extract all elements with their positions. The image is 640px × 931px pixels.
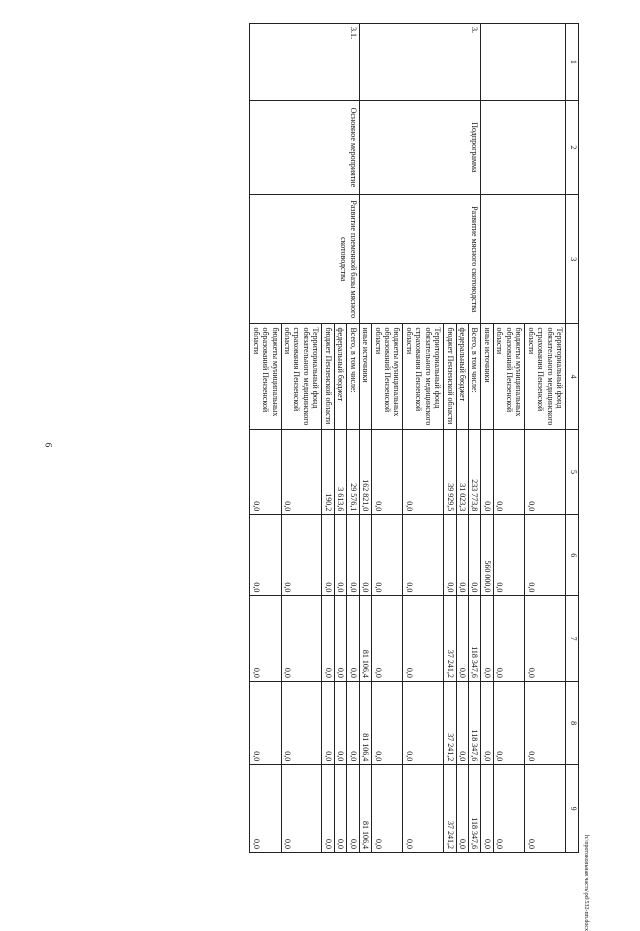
- budget-table: [249, 23, 579, 853]
- cell-value: 0,0: [493, 515, 524, 596]
- cell-source: иные источники: [359, 324, 371, 429]
- cell-value: 0,0: [481, 681, 493, 764]
- footer-file-path: [583, 835, 601, 931]
- header-row: [566, 24, 579, 853]
- cell-source: бюджет Пензенской области: [444, 324, 456, 429]
- cell-value: 0,0: [250, 429, 281, 515]
- cell-value: 0,0: [334, 681, 346, 764]
- cell-value: 0,0: [250, 681, 281, 764]
- cell-source: Территориальный фонд обязательного медицинского страхования Пензенской области: [525, 324, 566, 429]
- column-header: 1: [566, 24, 579, 101]
- cell-value: 0,0: [372, 429, 403, 515]
- cell-value: 0,0: [493, 596, 524, 682]
- cell-value: 190,2: [322, 429, 334, 515]
- cell-value: 0,0: [347, 515, 359, 596]
- cell-value: 37 241,2: [444, 681, 456, 764]
- cell-value: 0,0: [347, 765, 359, 853]
- cell-source: Всего, в том числе:: [469, 324, 481, 429]
- cell-source: федеральный бюджет: [456, 324, 468, 429]
- cell-value: 0,0: [481, 765, 493, 853]
- cell-value: 0,0: [456, 681, 468, 764]
- column-header: 9: [566, 765, 579, 853]
- cell-value: 0,0: [281, 429, 322, 515]
- table-container: [67, 23, 579, 853]
- cell-value: 0,0: [281, 681, 322, 764]
- cell-value: 0,0: [481, 429, 493, 515]
- cell-value: 0,0: [403, 515, 444, 596]
- cell-status: [481, 100, 566, 194]
- cell-value: 0,0: [493, 429, 524, 515]
- cell-value: 0,0: [456, 596, 468, 682]
- cell-value: 560 000,0: [481, 515, 493, 596]
- cell-value: 0,0: [403, 429, 444, 515]
- cell-value: 0,0: [372, 765, 403, 853]
- cell-value: 0,0: [322, 681, 334, 764]
- cell-source: бюджет Пензенской области: [322, 324, 334, 429]
- cell-value: 118 347,6: [469, 596, 481, 682]
- cell-source: Территориальный фонд обязательного медицинского страхования Пензенской области: [281, 324, 322, 429]
- cell-value: 0,0: [281, 515, 322, 596]
- cell-value: 81 106,4: [359, 596, 371, 682]
- cell-value: 0,0: [403, 681, 444, 764]
- cell-source: бюджеты муниципальных образований Пензенской области: [372, 324, 403, 429]
- cell-value: 0,0: [493, 765, 524, 853]
- cell-value: 0,0: [250, 515, 281, 596]
- cell-number: 3.: [359, 24, 481, 101]
- cell-value: 0,0: [525, 681, 566, 764]
- cell-value: 81 106,4: [359, 765, 371, 853]
- cell-value: 0,0: [403, 596, 444, 682]
- cell-value: 0,0: [525, 515, 566, 596]
- cell-value: 0,0: [444, 515, 456, 596]
- cell-value: 0,0: [359, 515, 371, 596]
- cell-value: 0,0: [347, 681, 359, 764]
- cell-value: 0,0: [372, 515, 403, 596]
- cell-value: 29 576,1: [347, 429, 359, 515]
- table-row: [469, 24, 481, 853]
- cell-value: 3 613,6: [334, 429, 346, 515]
- cell-value: 0,0: [250, 596, 281, 682]
- cell-value: 0,0: [281, 596, 322, 682]
- column-header: 3: [566, 195, 579, 324]
- cell-value: 118 347,6: [469, 765, 481, 853]
- cell-value: 0,0: [334, 765, 346, 853]
- cell-value: 37 241,2: [444, 596, 456, 682]
- cell-value: 0,0: [322, 765, 334, 853]
- cell-title: Развитие мясного скотоводства: [359, 195, 481, 324]
- cell-value: 0,0: [469, 515, 481, 596]
- column-header: 8: [566, 681, 579, 764]
- cell-value: 0,0: [525, 596, 566, 682]
- column-header: 6: [566, 515, 579, 596]
- cell-value: 0,0: [456, 515, 468, 596]
- cell-value: 233 773,8: [469, 429, 481, 515]
- cell-value: 162 821,0: [359, 429, 371, 515]
- cell-value: 81 106,4: [359, 681, 371, 764]
- cell-value: 0,0: [481, 596, 493, 682]
- cell-value: 0,0: [493, 681, 524, 764]
- cell-title: [481, 195, 566, 324]
- cell-source: Территориальный фонд обязательного медицинского страхования Пензенской области: [403, 324, 444, 429]
- column-header: 7: [566, 596, 579, 682]
- table-row: [347, 24, 359, 853]
- table-row: [525, 24, 566, 853]
- cell-source: бюджеты муниципальных образований Пензенской области: [250, 324, 281, 429]
- column-header: 2: [566, 100, 579, 194]
- cell-source: федеральный бюджет: [334, 324, 346, 429]
- cell-value: 0,0: [322, 515, 334, 596]
- cell-value: 0,0: [281, 765, 322, 853]
- cell-status: Подпрограмма: [359, 100, 481, 194]
- cell-value: 0,0: [403, 765, 444, 853]
- cell-value: 31 023,3: [456, 429, 468, 515]
- cell-title: Развитие племенной базы мясного скотоводства: [250, 195, 359, 324]
- cell-value: 0,0: [372, 596, 403, 682]
- cell-source: Всего, в том числе:: [347, 324, 359, 429]
- cell-source: иные источники: [481, 324, 493, 429]
- cell-status: Основное мероприятие: [250, 100, 359, 194]
- cell-value: 0,0: [525, 765, 566, 853]
- column-header: 5: [566, 429, 579, 515]
- cell-value: 0,0: [525, 429, 566, 515]
- cell-number: 3.1.: [250, 24, 359, 101]
- cell-value: 118 347,6: [469, 681, 481, 764]
- cell-value: 0,0: [334, 596, 346, 682]
- cell-source: бюджеты муниципальных образований Пензенской области: [493, 324, 524, 429]
- cell-value: 0,0: [334, 515, 346, 596]
- column-header: 4: [566, 324, 579, 429]
- cell-value: 39 929,5: [444, 429, 456, 515]
- cell-number: [481, 24, 566, 101]
- cell-value: 37 241,2: [444, 765, 456, 853]
- cell-value: 0,0: [456, 765, 468, 853]
- cell-value: 0,0: [250, 765, 281, 853]
- page-number: 9: [44, 442, 54, 448]
- cell-value: 0,0: [322, 596, 334, 682]
- cell-value: 0,0: [372, 681, 403, 764]
- footer-file-path-text: h:\протокольная часть\pd\532-пп.docx: [583, 835, 589, 931]
- cell-value: 0,0: [347, 596, 359, 682]
